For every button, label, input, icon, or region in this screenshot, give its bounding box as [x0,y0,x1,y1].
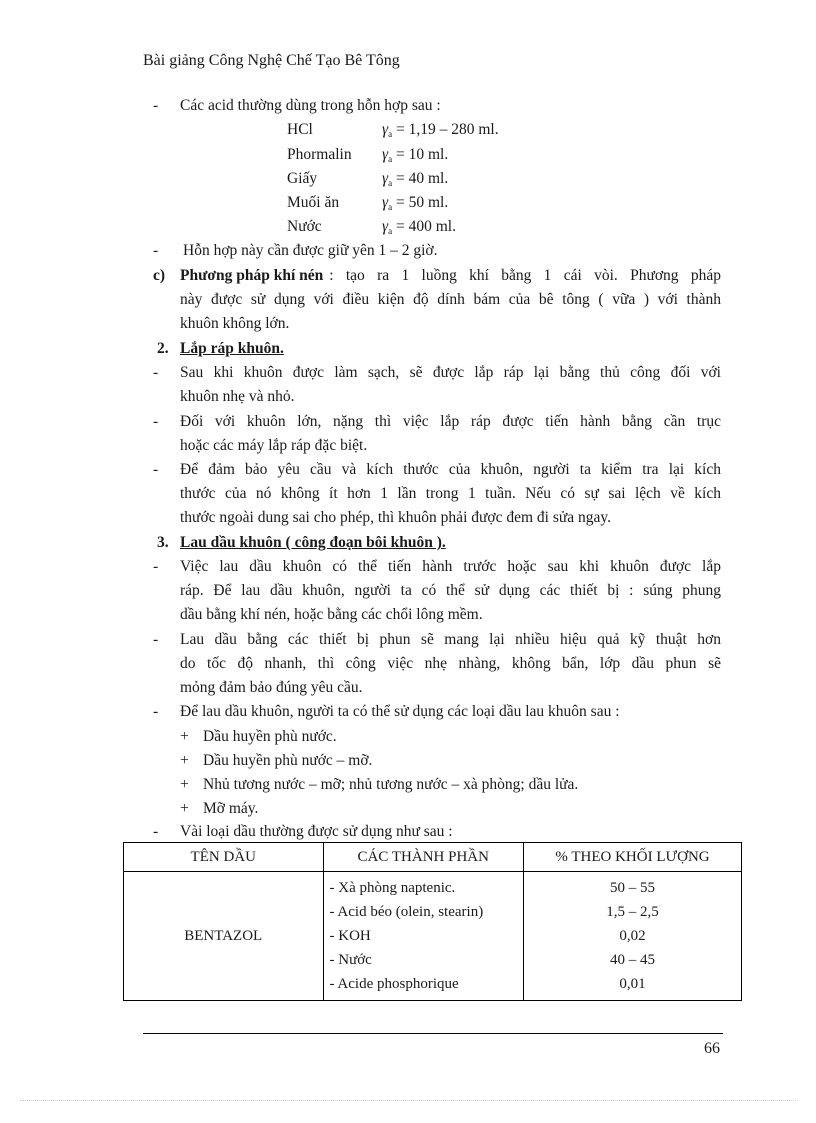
paragraph-line: thước của nó không ít hơn 1 lần trong 1 tuần. Nếu có sự sai lệch về kích [180,485,721,502]
plus-bullet: + [180,728,189,745]
paragraph-line: dầu bằng khí nén, hoặc bằng các chổi lông mềm. [180,606,483,623]
acid-name: Nước [287,218,322,235]
oil-type-item: Dầu huyền phù nước – mỡ. [203,752,373,769]
gamma-subscript: a [388,202,393,212]
paragraph-line: Việc lau dầu khuôn có thể tiến hành trước hoặc sau khi khuôn được lắp [180,558,721,575]
paragraph-line: do tốc độ nhanh, thì công việc nhẹ nhàng, không bẩn, lớp dầu phun sẽ [180,655,721,672]
section-c-label: c) [153,267,166,284]
paragraph-line: Đối với khuôn lớn, nặng thì việc lắp ráp được tiến hành bằng cần trục [180,413,721,430]
acid-value [382,194,448,212]
acid-intro: Các acid thường dùng trong hỗn hợp sau : [180,97,441,114]
header-oil-name: TÊN DẦU [124,843,324,872]
section-c-text: : tạo ra 1 luồng khí bằng 1 cái vòi. Phương pháp [329,267,721,284]
oil-type-item: Dầu huyền phù nước. [203,728,337,745]
gamma-symbol: γ [382,218,389,235]
dash-bullet: - [153,364,159,381]
acid-amount: = 40 ml. [395,170,449,187]
paragraph-line: Lau dầu bằng các thiết bị phun sẽ mang lại nhiều hiệu quả kỹ thuật hơn [180,631,721,648]
footer-divider [143,1033,723,1034]
oil-composition-table [123,842,742,1001]
dash-bullet: - [153,703,159,720]
acid-name: Muối ăn [287,194,340,211]
dash-bullet: - [153,558,159,575]
gamma-symbol: γ [382,170,389,187]
dash-bullet: - [153,97,159,114]
page-number: 66 [704,1040,720,1057]
component-item: - KOH [329,928,371,944]
section-c-first-line [180,267,721,285]
paragraph-line: khuôn nhẹ và nhỏ. [180,388,295,405]
component-item: - Nước [329,952,372,968]
section-c-text: khuôn không lớn. [180,315,290,332]
acid-amount: = 400 ml. [395,218,456,235]
percent-item: 50 – 55 [610,880,655,896]
oil-type-item: Mỡ máy. [203,800,259,817]
percent-item: 0,02 [619,928,646,944]
acid-name: Phormalin [287,146,352,163]
plus-bullet: + [180,800,189,817]
dash-bullet: - [153,823,159,840]
gamma-symbol: γ [382,194,389,211]
table-intro: Vài loại dầu thường được sử dụng như sau : [180,823,453,840]
oil-type-item: Nhủ tương nước – mỡ; nhủ tương nước – xà phòng; dầu lửa. [203,776,579,793]
acid-value [382,146,448,164]
paragraph-line: ráp. Để lau dầu khuôn, người ta có thể sử dụng các thiết bị : súng phung [180,582,721,599]
page-header: Bài giảng Công Nghệ Chế Tạo Bê Tông [143,52,400,69]
dash-bullet: - [153,242,159,259]
page-boundary-line [20,1100,796,1101]
header-weight-percent: % THEO KHỐI LƯỢNG [524,843,742,872]
section-2-title: Lắp ráp khuôn. [180,340,284,357]
percent-cell [524,872,742,1001]
dash-bullet: - [153,631,159,648]
paragraph-line: Sau khi khuôn được làm sạch, sẽ được lắp ráp lại bằng thủ công đối với [180,364,721,381]
component-item: - Xà phòng naptenic. [329,880,456,896]
acid-amount: = 1,19 – 280 ml. [395,121,499,138]
oil-name-cell: BENTAZOL [124,872,324,1001]
acid-value [382,121,499,139]
header-components: CÁC THÀNH PHẦN [323,843,524,872]
acid-name: Giấy [287,170,318,187]
paragraph-line: Để đảm bảo yêu cầu và kích thước của khuôn, người ta kiểm tra lại kích [180,461,721,478]
gamma-subscript: a [388,154,393,164]
plus-bullet: + [180,752,189,769]
acid-value [382,170,448,188]
acid-amount: = 50 ml. [395,194,449,211]
percent-item: 40 – 45 [610,952,655,968]
dash-bullet: - [153,413,159,430]
component-item: - Acid béo (olein, stearin) [329,904,484,920]
acid-amount: = 10 ml. [395,146,449,163]
dash-bullet: - [153,461,159,478]
section-c-text: này được sử dụng với điều kiện độ dính bám của bê tông ( vữa ) với thành [180,291,721,308]
plus-bullet: + [180,776,189,793]
percent-item: 1,5 – 2,5 [606,904,659,920]
paragraph-line: thước ngoài dung sai cho phép, thì khuôn phải được đem đi sửa ngay. [180,509,612,526]
acid-name: HCl [287,121,313,138]
acid-after-note: Hỗn hợp này cần được giữ yên 1 – 2 giờ. [183,242,438,259]
acid-value [382,218,456,236]
paragraph-line: hoặc các máy lắp ráp đặc biệt. [180,437,368,454]
section-3-title: Lau dầu khuôn ( công đoạn bôi khuôn ). [180,534,446,551]
percent-item: 0,01 [619,976,646,992]
paragraph-line: Để lau dầu khuôn, người ta có thể sử dụng các loại dầu lau khuôn sau : [180,703,620,720]
gamma-subscript: a [388,226,393,236]
gamma-subscript: a [388,129,393,139]
section-c-title: Phương pháp khí nén [180,267,324,284]
component-item: - Acide phosphorique [329,976,459,992]
gamma-symbol: γ [382,121,389,138]
table-header-row [124,843,742,872]
section-2-number: 2. [157,340,169,357]
section-3-number: 3. [157,534,169,551]
paragraph-line: mỏng đảm bảo đúng yêu cầu. [180,679,363,696]
gamma-subscript: a [388,178,393,188]
table-row [124,872,742,1001]
components-cell [323,872,524,1001]
gamma-symbol: γ [382,146,389,163]
